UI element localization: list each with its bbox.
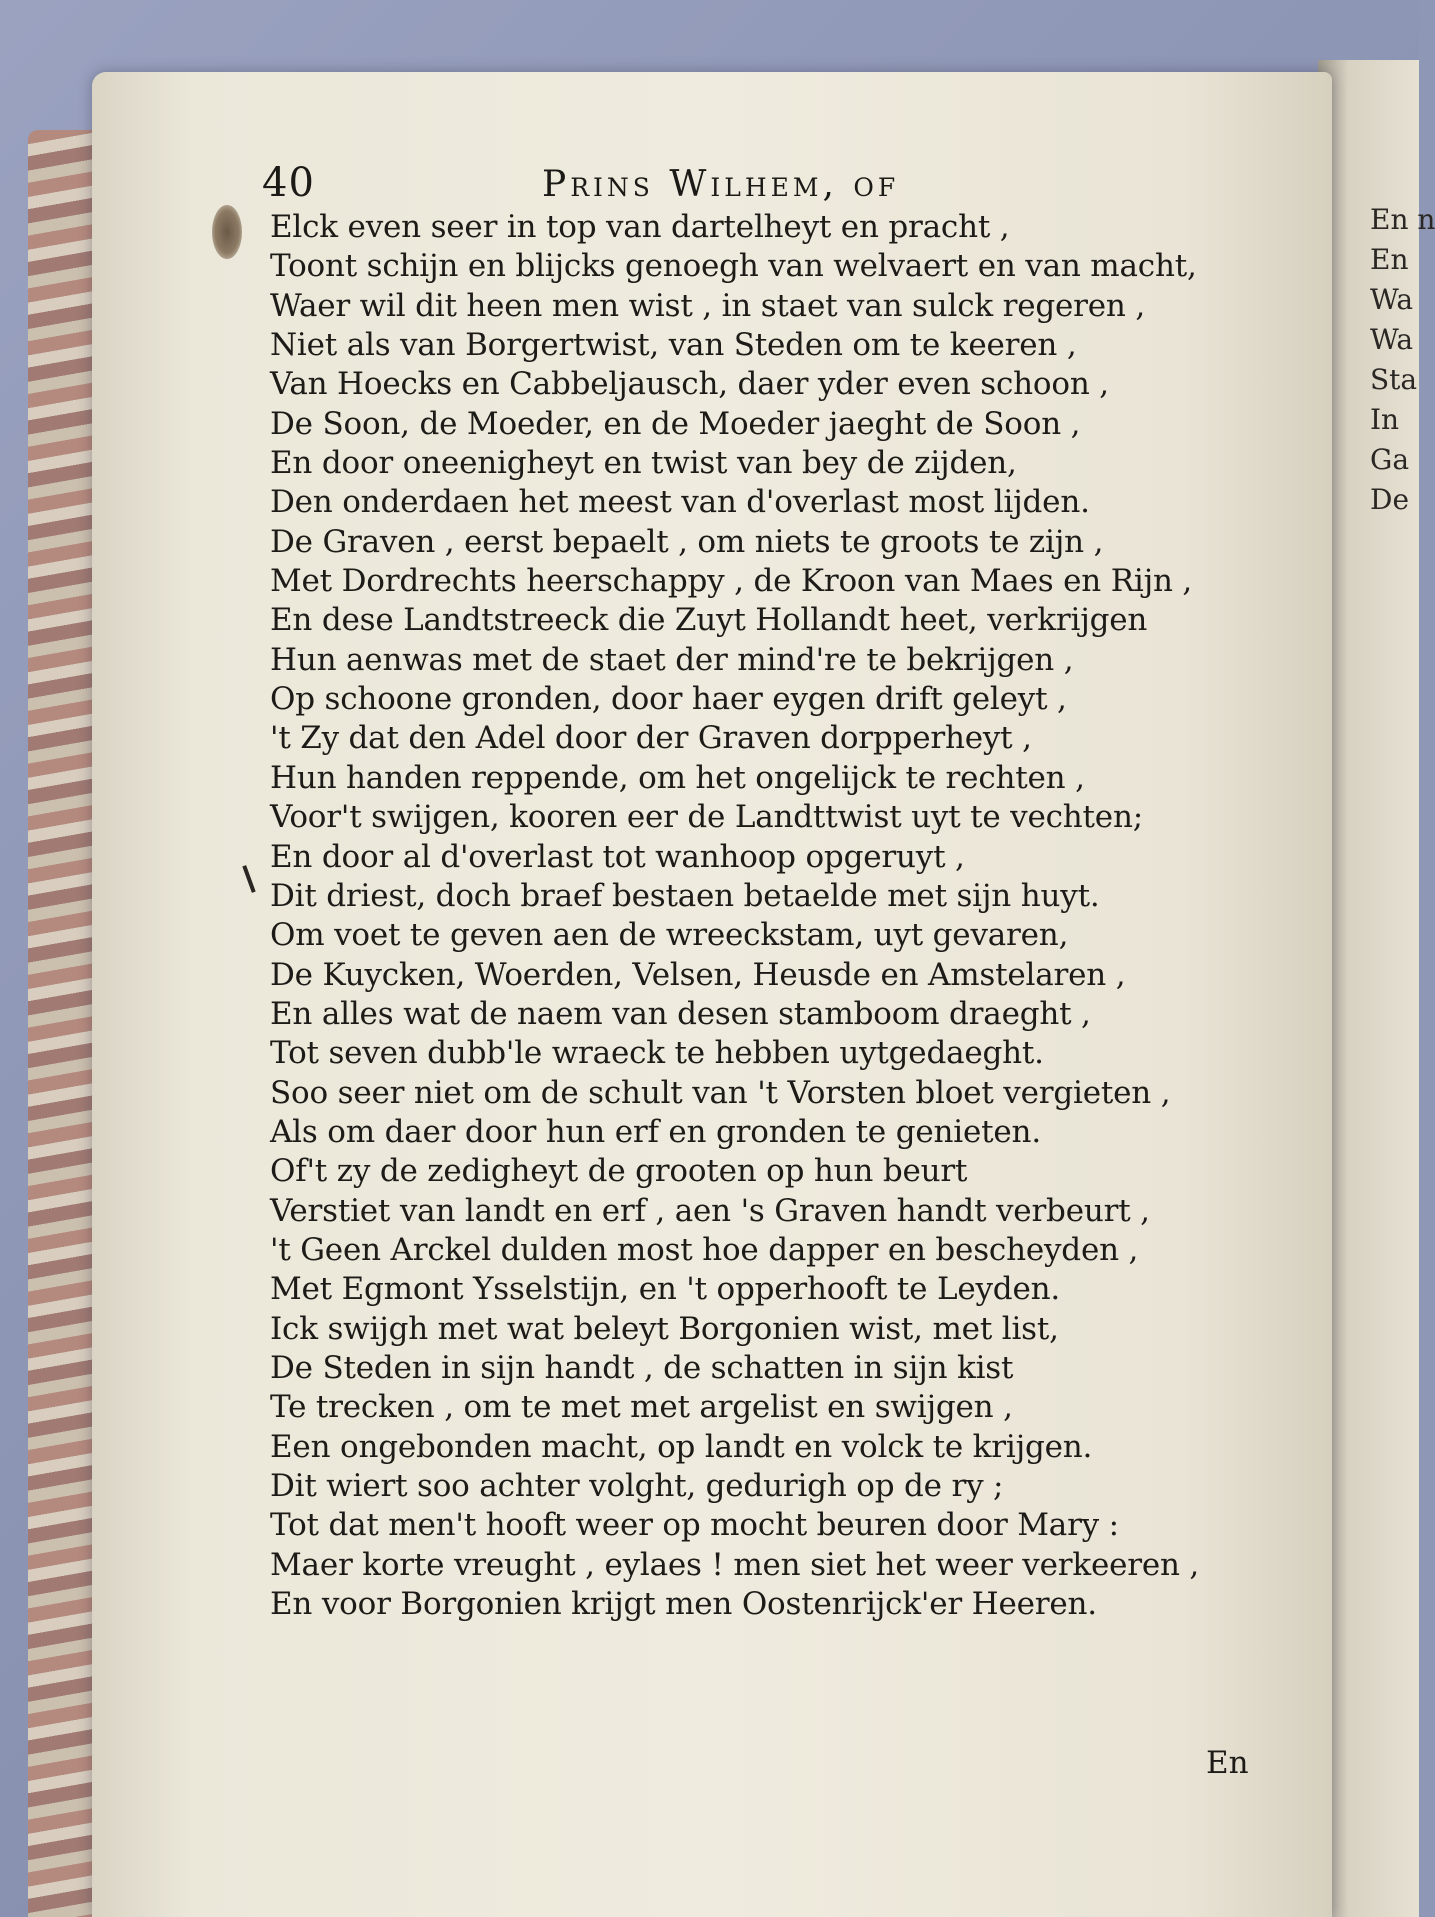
facing-page-line: En n (1370, 203, 1435, 236)
poem-line: De Soon, de Moeder, en de Moeder jaeght de Soon , (270, 405, 1081, 442)
poem-line: Soo seer niet om de schult van 't Vorsten bloet vergieten , (270, 1074, 1171, 1111)
poem-line: En voor Borgonien krijgt men Oostenrijck'er Heeren. (270, 1586, 1097, 1623)
poem-line: Elck even seer in top van dartelheyt en pracht , (270, 209, 1010, 245)
facing-page-line: In (1370, 403, 1400, 436)
running-title: Prins Wilhem, of (542, 164, 900, 205)
poem-line: En door oneenigheyt en twist van bey de zijden, (270, 445, 1017, 482)
poem-line: Dit driest, doch braef bestaen betaelde met sijn huyt. (270, 877, 1100, 914)
poem-line: Een ongebonden macht, op landt en volck te krijgen. (270, 1428, 1093, 1465)
facing-page-line: Sta (1370, 363, 1418, 396)
poem-line: 't Zy dat den Adel door der Graven dorpperheyt , (270, 720, 1032, 757)
page-header (262, 160, 1262, 210)
poem-line: Of't zy de zedigheyt de grooten op hun beurt (270, 1153, 968, 1190)
poem-line: Hun handen reppende, om het ongelijck te rechten , (270, 759, 1085, 796)
poem-line: En door al d'overlast tot wanhoop opgeruyt , (270, 838, 965, 875)
poem-line: Dit wiert soo achter volght, gedurigh op de ry ; (270, 1468, 1004, 1504)
page-number: 40 (262, 160, 315, 206)
poem-line: Als om daer door hun erf en gronden te genieten. (270, 1113, 1041, 1150)
facing-page-line: Ga (1370, 443, 1410, 476)
stain-mark (212, 205, 242, 259)
poem-line: Ick swijgh met wat beleyt Borgonien wist, met list, (270, 1310, 1059, 1347)
poem-line: De Kuycken, Woerden, Velsen, Heusde en Amstelaren , (270, 956, 1126, 993)
poem-line: 't Geen Arckel dulden most hoe dapper en bescheyden , (270, 1231, 1139, 1268)
poem-line: Hun aenwas met de staet der mind're te bekrijgen , (270, 641, 1074, 678)
poem-line: Op schoone gronden, door haer eygen drift geleyt , (270, 681, 1067, 718)
poem-line: En dese Landtstreeck die Zuyt Hollandt heet, verkrijgen (270, 602, 1148, 639)
poem-line: Waer wil dit heen men wist , in staet van sulck regeren , (270, 287, 1146, 324)
poem-line: Voor't swijgen, kooren eer de Landttwist uyt te vechten; (270, 799, 1143, 836)
poem-line: Om voet te geven aen de wreeckstam, uyt gevaren, (270, 917, 1069, 954)
poem-line: Den onderdaen het meest van d'overlast most lijden. (270, 484, 1090, 521)
poem-line: Met Egmont Ysselstijn, en 't opperhooft te Leyden. (270, 1271, 1061, 1308)
poem-line: De Graven , eerst bepaelt , om niets te groots te zijn , (270, 523, 1104, 560)
facing-page-line: Wa (1370, 323, 1414, 356)
poem-line: En alles wat de naem van desen stamboom draeght , (270, 995, 1091, 1032)
facing-page-line: En (1370, 243, 1409, 276)
poem-line: De Steden in sijn handt , de schatten in sijn kist (270, 1349, 1014, 1386)
poem-line: Maer korte vreught , eylaes ! men siet het weer verkeeren , (270, 1546, 1200, 1583)
poem-line: Toont schijn en blijcks genoegh van welvaert en van macht, (270, 248, 1197, 285)
poem-line: Tot dat men't hooft weer op mocht beuren door Mary : (270, 1507, 1119, 1544)
poem-line: Te trecken , om te met met argelist en swijgen , (270, 1389, 1013, 1426)
facing-page-line: Wa (1370, 283, 1414, 316)
poem-line: Verstiet van landt en erf , aen 's Graven handt verbeurt , (270, 1192, 1150, 1229)
catchword: En (1206, 1745, 1249, 1781)
facing-page-line: De (1370, 483, 1410, 516)
poem-line: Van Hoecks en Cabbeljausch, daer yder even schoon , (270, 366, 1109, 403)
facing-page-text (1370, 200, 1435, 520)
poem-line: Niet als van Borgertwist, van Steden om te keeren , (270, 327, 1077, 364)
poem-line: Tot seven dubb'le wraeck te hebben uytgedaeght. (270, 1035, 1044, 1072)
poem-text (270, 208, 1300, 1624)
poem-line: Met Dordrechts heerschappy , de Kroon van Maes en Rijn , (270, 563, 1193, 600)
